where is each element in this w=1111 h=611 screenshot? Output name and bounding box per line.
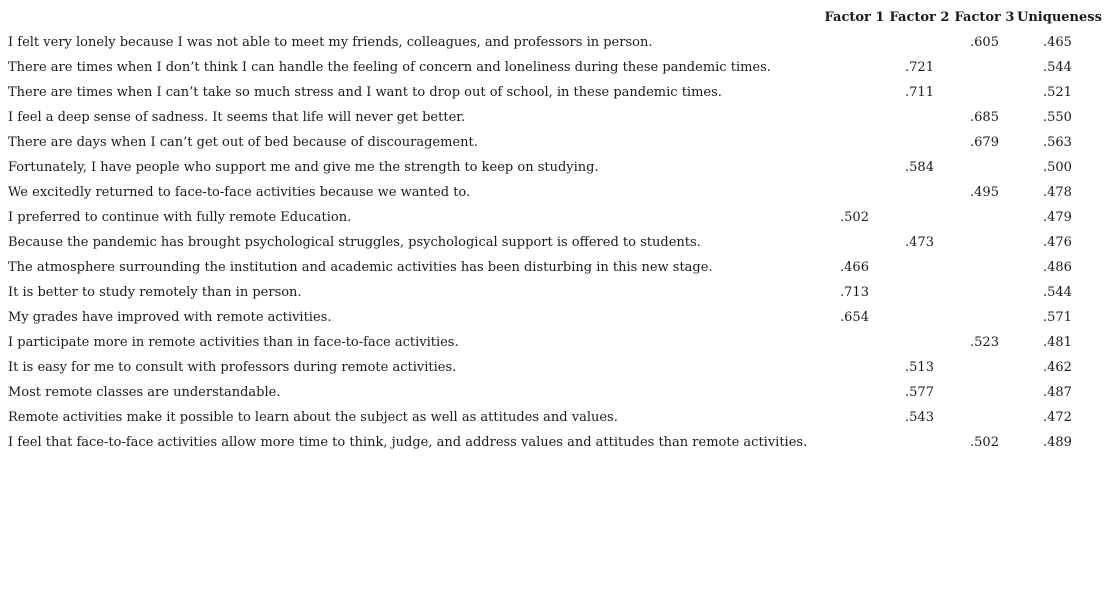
uniqueness-cell: .462: [1043, 360, 1072, 375]
uniqueness-cell: .481: [1043, 335, 1072, 350]
factor-3-loading-cell: [952, 55, 1017, 80]
factor-3-loading-cell: [952, 305, 1017, 330]
factor-3-loading-cell: [952, 280, 1017, 305]
factor-1-loading-cell: [822, 30, 887, 55]
factor-1-loading-cell: [822, 380, 887, 405]
table-row: [0, 230, 1111, 255]
uniqueness-cell: .489: [1043, 435, 1072, 450]
factor-2-loading-cell: [887, 255, 952, 280]
uniqueness-cell: .563: [1043, 135, 1072, 150]
item-text-cell: Remote activities make it possible to learn about the subject as well as attitudes and values.: [8, 410, 618, 425]
header-item: [0, 5, 822, 30]
item-text-cell: It is easy for me to consult with professors during remote activities.: [8, 360, 457, 375]
header-factor-2: Factor 2: [889, 10, 950, 25]
item-text-cell: We excitedly returned to face-to-face activities because we wanted to.: [8, 185, 471, 200]
item-text-cell: Because the pandemic has brought psychological struggles, psychological support is offered to students.: [8, 235, 701, 250]
uniqueness-cell: .487: [1043, 385, 1072, 400]
table-row: [0, 355, 1111, 380]
table-row: [0, 130, 1111, 155]
table-row: [0, 330, 1111, 355]
table-row: [0, 30, 1111, 55]
factor-1-loading-cell: [822, 80, 887, 105]
header-uniqueness: Uniqueness: [1017, 10, 1102, 25]
item-text-cell: I felt very lonely because I was not able to meet my friends, colleagues, and professors in person.: [8, 35, 653, 50]
factor-3-loading-cell: [952, 380, 1017, 405]
uniqueness-cell: .465: [1043, 35, 1072, 50]
factor-3-loading-cell: .495: [970, 185, 999, 200]
factor-1-loading-cell: [822, 330, 887, 355]
item-text-cell: I participate more in remote activities than in face-to-face activities.: [8, 335, 459, 350]
factor-2-loading-cell: [887, 105, 952, 130]
item-text-cell: There are times when I can’t take so much stress and I want to drop out of school, in these pandemic times.: [8, 85, 722, 100]
factor-1-loading-cell: [822, 430, 887, 455]
uniqueness-cell: .486: [1043, 260, 1072, 275]
factor-2-loading-cell: .473: [905, 235, 934, 250]
factor-1-loading-cell: [822, 105, 887, 130]
factor-1-loading-cell: .654: [840, 310, 869, 325]
factor-2-loading-cell: .577: [905, 385, 934, 400]
factor-3-loading-cell: .605: [970, 35, 999, 50]
item-text-cell: I feel that face-to-face activities allow more time to think, judge, and address values and attitudes than remote activities.: [8, 435, 808, 450]
table-row: [0, 380, 1111, 405]
uniqueness-cell: .544: [1043, 285, 1072, 300]
item-text-cell: There are times when I don’t think I can handle the feeling of concern and loneliness during these pandemic times.: [8, 60, 771, 75]
table-row: [0, 180, 1111, 205]
factor-3-loading-cell: [952, 405, 1017, 430]
factor-2-loading-cell: [887, 430, 952, 455]
factor-1-loading-cell: [822, 130, 887, 155]
uniqueness-cell: .479: [1043, 210, 1072, 225]
uniqueness-cell: .521: [1043, 85, 1072, 100]
table-row: [0, 80, 1111, 105]
table-row: [0, 105, 1111, 130]
factor-3-loading-cell: [952, 205, 1017, 230]
factor-3-loading-cell: [952, 355, 1017, 380]
table-row: [0, 155, 1111, 180]
factor-1-loading-cell: [822, 180, 887, 205]
table-header-row: [0, 5, 1111, 30]
factor-3-loading-cell: .502: [970, 435, 999, 450]
factor-1-loading-cell: [822, 355, 887, 380]
uniqueness-cell: .472: [1043, 410, 1072, 425]
item-text-cell: I preferred to continue with fully remote Education.: [8, 210, 352, 225]
factor-3-loading-cell: [952, 155, 1017, 180]
factor-2-loading-cell: [887, 180, 952, 205]
factor-1-loading-cell: [822, 155, 887, 180]
header-factor-1: Factor 1: [824, 10, 885, 25]
factor-3-loading-cell: .685: [970, 110, 999, 125]
uniqueness-cell: .478: [1043, 185, 1072, 200]
factor-2-loading-cell: .584: [905, 160, 934, 175]
factor-1-loading-cell: .502: [840, 210, 869, 225]
uniqueness-cell: .571: [1043, 310, 1072, 325]
factor-1-loading-cell: [822, 55, 887, 80]
factor-2-loading-cell: [887, 280, 952, 305]
header-factor-3: Factor 3: [954, 10, 1015, 25]
item-text-cell: The atmosphere surrounding the institution and academic activities has been disturbing in this new stage.: [8, 260, 713, 275]
factor-1-loading-cell: .713: [840, 285, 869, 300]
item-text-cell: Most remote classes are understandable.: [8, 385, 281, 400]
table-row: [0, 255, 1111, 280]
uniqueness-cell: .476: [1043, 235, 1072, 250]
factor-2-loading-cell: .711: [905, 85, 934, 100]
factor-2-loading-cell: [887, 30, 952, 55]
factor-2-loading-cell: [887, 330, 952, 355]
table-row: [0, 205, 1111, 230]
factor-2-loading-cell: [887, 205, 952, 230]
uniqueness-cell: .550: [1043, 110, 1072, 125]
uniqueness-cell: .500: [1043, 160, 1072, 175]
factor-3-loading-cell: .523: [970, 335, 999, 350]
factor-loadings-table-container: [0, 5, 1111, 455]
factor-2-loading-cell: .543: [905, 410, 934, 425]
factor-3-loading-cell: [952, 255, 1017, 280]
factor-1-loading-cell: [822, 405, 887, 430]
item-text-cell: There are days when I can’t get out of bed because of discouragement.: [8, 135, 478, 150]
table-row: [0, 280, 1111, 305]
factor-3-loading-cell: .679: [970, 135, 999, 150]
table-row: [0, 430, 1111, 455]
factor-3-loading-cell: [952, 80, 1017, 105]
table-row: [0, 405, 1111, 430]
factor-3-loading-cell: [952, 230, 1017, 255]
uniqueness-cell: .544: [1043, 60, 1072, 75]
table-row: [0, 55, 1111, 80]
table-row: [0, 305, 1111, 330]
factor-2-loading-cell: .513: [905, 360, 934, 375]
item-text-cell: It is better to study remotely than in person.: [8, 285, 302, 300]
factor-loadings-table: [0, 5, 1111, 455]
factor-2-loading-cell: [887, 305, 952, 330]
factor-1-loading-cell: .466: [840, 260, 869, 275]
item-text-cell: Fortunately, I have people who support me and give me the strength to keep on studying.: [8, 160, 599, 175]
item-text-cell: My grades have improved with remote activities.: [8, 310, 332, 325]
item-text-cell: I feel a deep sense of sadness. It seems that life will never get better.: [8, 110, 466, 125]
factor-1-loading-cell: [822, 230, 887, 255]
factor-2-loading-cell: .721: [905, 60, 934, 75]
table-body: [0, 30, 1111, 455]
factor-2-loading-cell: [887, 130, 952, 155]
